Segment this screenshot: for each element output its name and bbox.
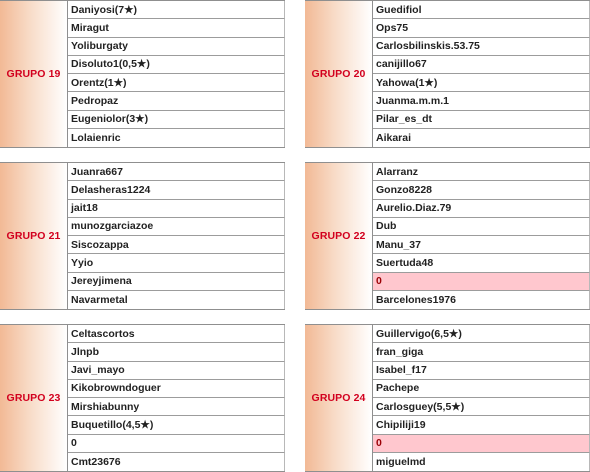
player-cell: 0 bbox=[68, 435, 285, 453]
player-cell: Lolaienric bbox=[68, 129, 285, 147]
player-cell: Aurelio.Diaz.79 bbox=[373, 200, 590, 218]
player-list bbox=[68, 1, 285, 147]
player-cell: Mirshiabunny bbox=[68, 398, 285, 416]
player-cell: Suertuda48 bbox=[373, 254, 590, 272]
player-cell: Daniyosi(7★) bbox=[68, 1, 285, 19]
player-cell: Buquetillo(4,5★) bbox=[68, 416, 285, 434]
player-cell: Dub bbox=[373, 218, 590, 236]
player-cell: Miragut bbox=[68, 19, 285, 37]
player-cell: Manu_37 bbox=[373, 236, 590, 254]
player-cell: Aikarai bbox=[373, 129, 590, 147]
player-cell: Orentz(1★) bbox=[68, 74, 285, 92]
player-cell-empty: 0 bbox=[373, 273, 590, 291]
player-cell: Ops75 bbox=[373, 19, 590, 37]
player-list bbox=[68, 163, 285, 309]
player-cell: Pachepe bbox=[373, 380, 590, 398]
group-label: GRUPO 22 bbox=[305, 163, 373, 309]
player-cell: Gonzo8228 bbox=[373, 181, 590, 199]
player-cell: Navarmetal bbox=[68, 291, 285, 309]
player-cell: Carlosguey(5,5★) bbox=[373, 398, 590, 416]
player-cell: Siscozappa bbox=[68, 236, 285, 254]
group-table bbox=[0, 324, 285, 472]
player-cell: Javi_mayo bbox=[68, 362, 285, 380]
player-cell: Guedifiol bbox=[373, 1, 590, 19]
player-cell: munozgarciazoe bbox=[68, 218, 285, 236]
player-cell: Carlosbilinskis.53.75 bbox=[373, 38, 590, 56]
group-label: GRUPO 23 bbox=[0, 325, 68, 471]
player-cell: fran_giga bbox=[373, 343, 590, 361]
group-table bbox=[0, 162, 285, 310]
player-cell: Celtascortos bbox=[68, 325, 285, 343]
group-table bbox=[305, 324, 590, 472]
group-label: GRUPO 19 bbox=[0, 1, 68, 147]
player-cell: Kikobrowndoguer bbox=[68, 380, 285, 398]
player-cell: Disoluto1(0,5★) bbox=[68, 56, 285, 74]
group-label: GRUPO 21 bbox=[0, 163, 68, 309]
player-cell: Isabel_f17 bbox=[373, 362, 590, 380]
player-cell: Juanma.m.m.1 bbox=[373, 92, 590, 110]
player-cell-empty: 0 bbox=[373, 435, 590, 453]
group-label: GRUPO 24 bbox=[305, 325, 373, 471]
group-table bbox=[0, 0, 285, 148]
player-cell: Yyio bbox=[68, 254, 285, 272]
player-cell: Chipiliji19 bbox=[373, 416, 590, 434]
player-list bbox=[68, 325, 285, 471]
player-cell: canijillo67 bbox=[373, 56, 590, 74]
player-cell: Eugeniolor(3★) bbox=[68, 111, 285, 129]
player-cell: miguelmd bbox=[373, 453, 590, 471]
player-cell: Alarranz bbox=[373, 163, 590, 181]
player-cell: jait18 bbox=[68, 200, 285, 218]
player-cell: Guillervigo(6,5★) bbox=[373, 325, 590, 343]
group-table bbox=[305, 0, 590, 148]
player-cell: Jereyjimena bbox=[68, 273, 285, 291]
player-cell: Delasheras1224 bbox=[68, 181, 285, 199]
group-table bbox=[305, 162, 590, 310]
group-label: GRUPO 20 bbox=[305, 1, 373, 147]
player-list bbox=[373, 1, 590, 147]
player-cell: Jlnpb bbox=[68, 343, 285, 361]
player-cell: Juanra667 bbox=[68, 163, 285, 181]
player-cell: Yahowa(1★) bbox=[373, 74, 590, 92]
player-cell: Pedropaz bbox=[68, 92, 285, 110]
player-cell: Cmt23676 bbox=[68, 453, 285, 471]
player-cell: Yoliburgaty bbox=[68, 38, 285, 56]
player-cell: Barcelones1976 bbox=[373, 291, 590, 309]
player-list bbox=[373, 325, 590, 471]
player-cell: Pilar_es_dt bbox=[373, 111, 590, 129]
player-list bbox=[373, 163, 590, 309]
